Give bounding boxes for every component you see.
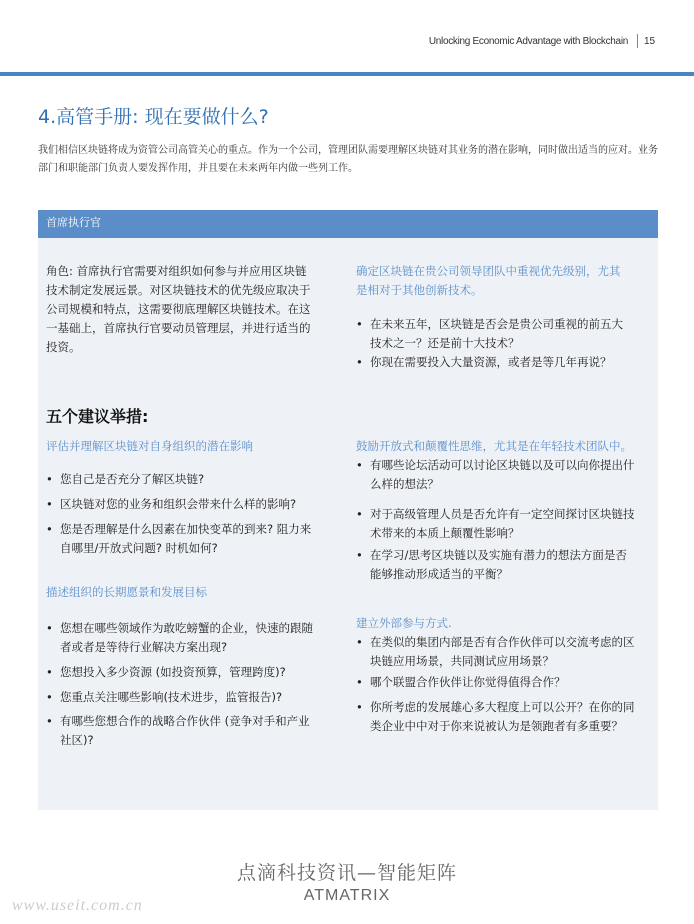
list-item: • 您是否理解是什么因素在加快变革的到来? 阻力来自哪里/开放式问题? 时机如何? — [46, 520, 314, 558]
ribbon-label: 首席执行官 — [46, 216, 101, 229]
action-1-title: 评估并理解区块链对自身组织的潜在影响 — [46, 439, 253, 453]
priority-block — [356, 262, 628, 372]
list-item: • 有哪些论坛活动可以讨论区块链以及可以向你提出什么样的想法？ — [356, 456, 636, 494]
list-item: • 您自己是否充分了解区块链? — [46, 470, 314, 489]
watermark-en: ATMATRIX — [303, 887, 391, 904]
header-rule — [0, 72, 694, 76]
action-2-list — [46, 619, 314, 750]
priority-title: 确定区块链在贵公司领导团队中重视优先级别，尤其是相对于其他创新技术。 — [356, 264, 621, 297]
section-title: 4.高管手册: 现在要做什么? — [38, 106, 269, 128]
priority-list — [356, 315, 628, 372]
action-1 — [46, 437, 314, 558]
action-4-title: 建立外部参与方式. — [356, 616, 452, 630]
page-number: 15 — [644, 36, 656, 47]
watermark-cn: 点滴科技资讯—智能矩阵 — [236, 862, 457, 884]
list-item: • 对于高级管理人员是否允许有一定空间探讨区块链技术带来的本质上颠覆性影响？ — [356, 505, 636, 543]
list-item: • 你所考虑的发展雄心多大程度上可以公开？在你的同类企业中中对于你来说被认为是领跑者有多重要？ — [356, 698, 636, 736]
list-item: • 在未来五年，区块链是否会是贵公司重视的前五大技术之一？还是前十大技术？ — [356, 315, 628, 353]
action-1-list — [46, 470, 314, 558]
list-item: • 在类似的集团内部是否有合作伙伴可以交流考虑的区块链应用场景，共同测试应用场景？ — [356, 633, 636, 671]
action-4 — [356, 614, 636, 736]
action-3-title: 鼓励开放式和颠覆性思维，尤其是在年轻技术团队中。 — [356, 439, 632, 453]
five-actions-heading: 五个建议举措: — [46, 407, 149, 426]
running-header-title: Unlocking Economic Advantage with Blockchain — [428, 36, 628, 47]
list-item: • 你现在需要投入大量资源，或者是等几年再说？ — [356, 353, 628, 372]
list-item: • 您想投入多少资源 (如投资预算，管理跨度)? — [46, 663, 314, 682]
role-description: 角色: 首席执行官需要对组织如何参与并应用区块链技术制定发展远景。对区块链技术的优先级应取决于公司规模和特点，这需要彻底理解区块链技术。在这一基础上，首席执行官要动员管理层，并进行适当的投资。 — [46, 264, 311, 354]
intro-paragraph: 我们相信区块链将成为资管公司高管关心的重点。作为一个公司，管理团队需要理解区块链对其业务的潜在影响，同时做出适当的应对。业务部门和职能部门负责人要发挥作用，并且要在未来两年内做一些列工作。 — [38, 145, 658, 174]
action-3 — [356, 437, 636, 584]
action-2 — [46, 583, 314, 750]
list-item: • 您重点关注哪些影响(技术进步，监管报告)? — [46, 688, 314, 707]
action-3-list — [356, 456, 636, 584]
list-item: • 区块链对您的业务和组织会带来什么样的影响? — [46, 495, 314, 514]
list-item: • 您想在哪些领域作为敢吃螃蟹的企业，快速的跟随者或者是等待行业解决方案出现? — [46, 619, 314, 657]
action-2-title: 描述组织的长期愿景和发展目标 — [46, 585, 207, 599]
list-item: • 有哪些您想合作的战略合作伙伴 (竞争对手和产业社区)? — [46, 712, 314, 750]
action-4-list — [356, 633, 636, 736]
list-item: • 哪个联盟合作伙伴让你觉得值得合作？ — [356, 673, 636, 692]
header-separator — [637, 34, 638, 48]
watermark-site: www.useit.com.cn — [12, 897, 143, 914]
list-item: • 在学习/思考区块链以及实施有潜力的想法方面是否能够推动形成适当的平衡？ — [356, 546, 636, 584]
panel-ribbon — [38, 210, 658, 238]
